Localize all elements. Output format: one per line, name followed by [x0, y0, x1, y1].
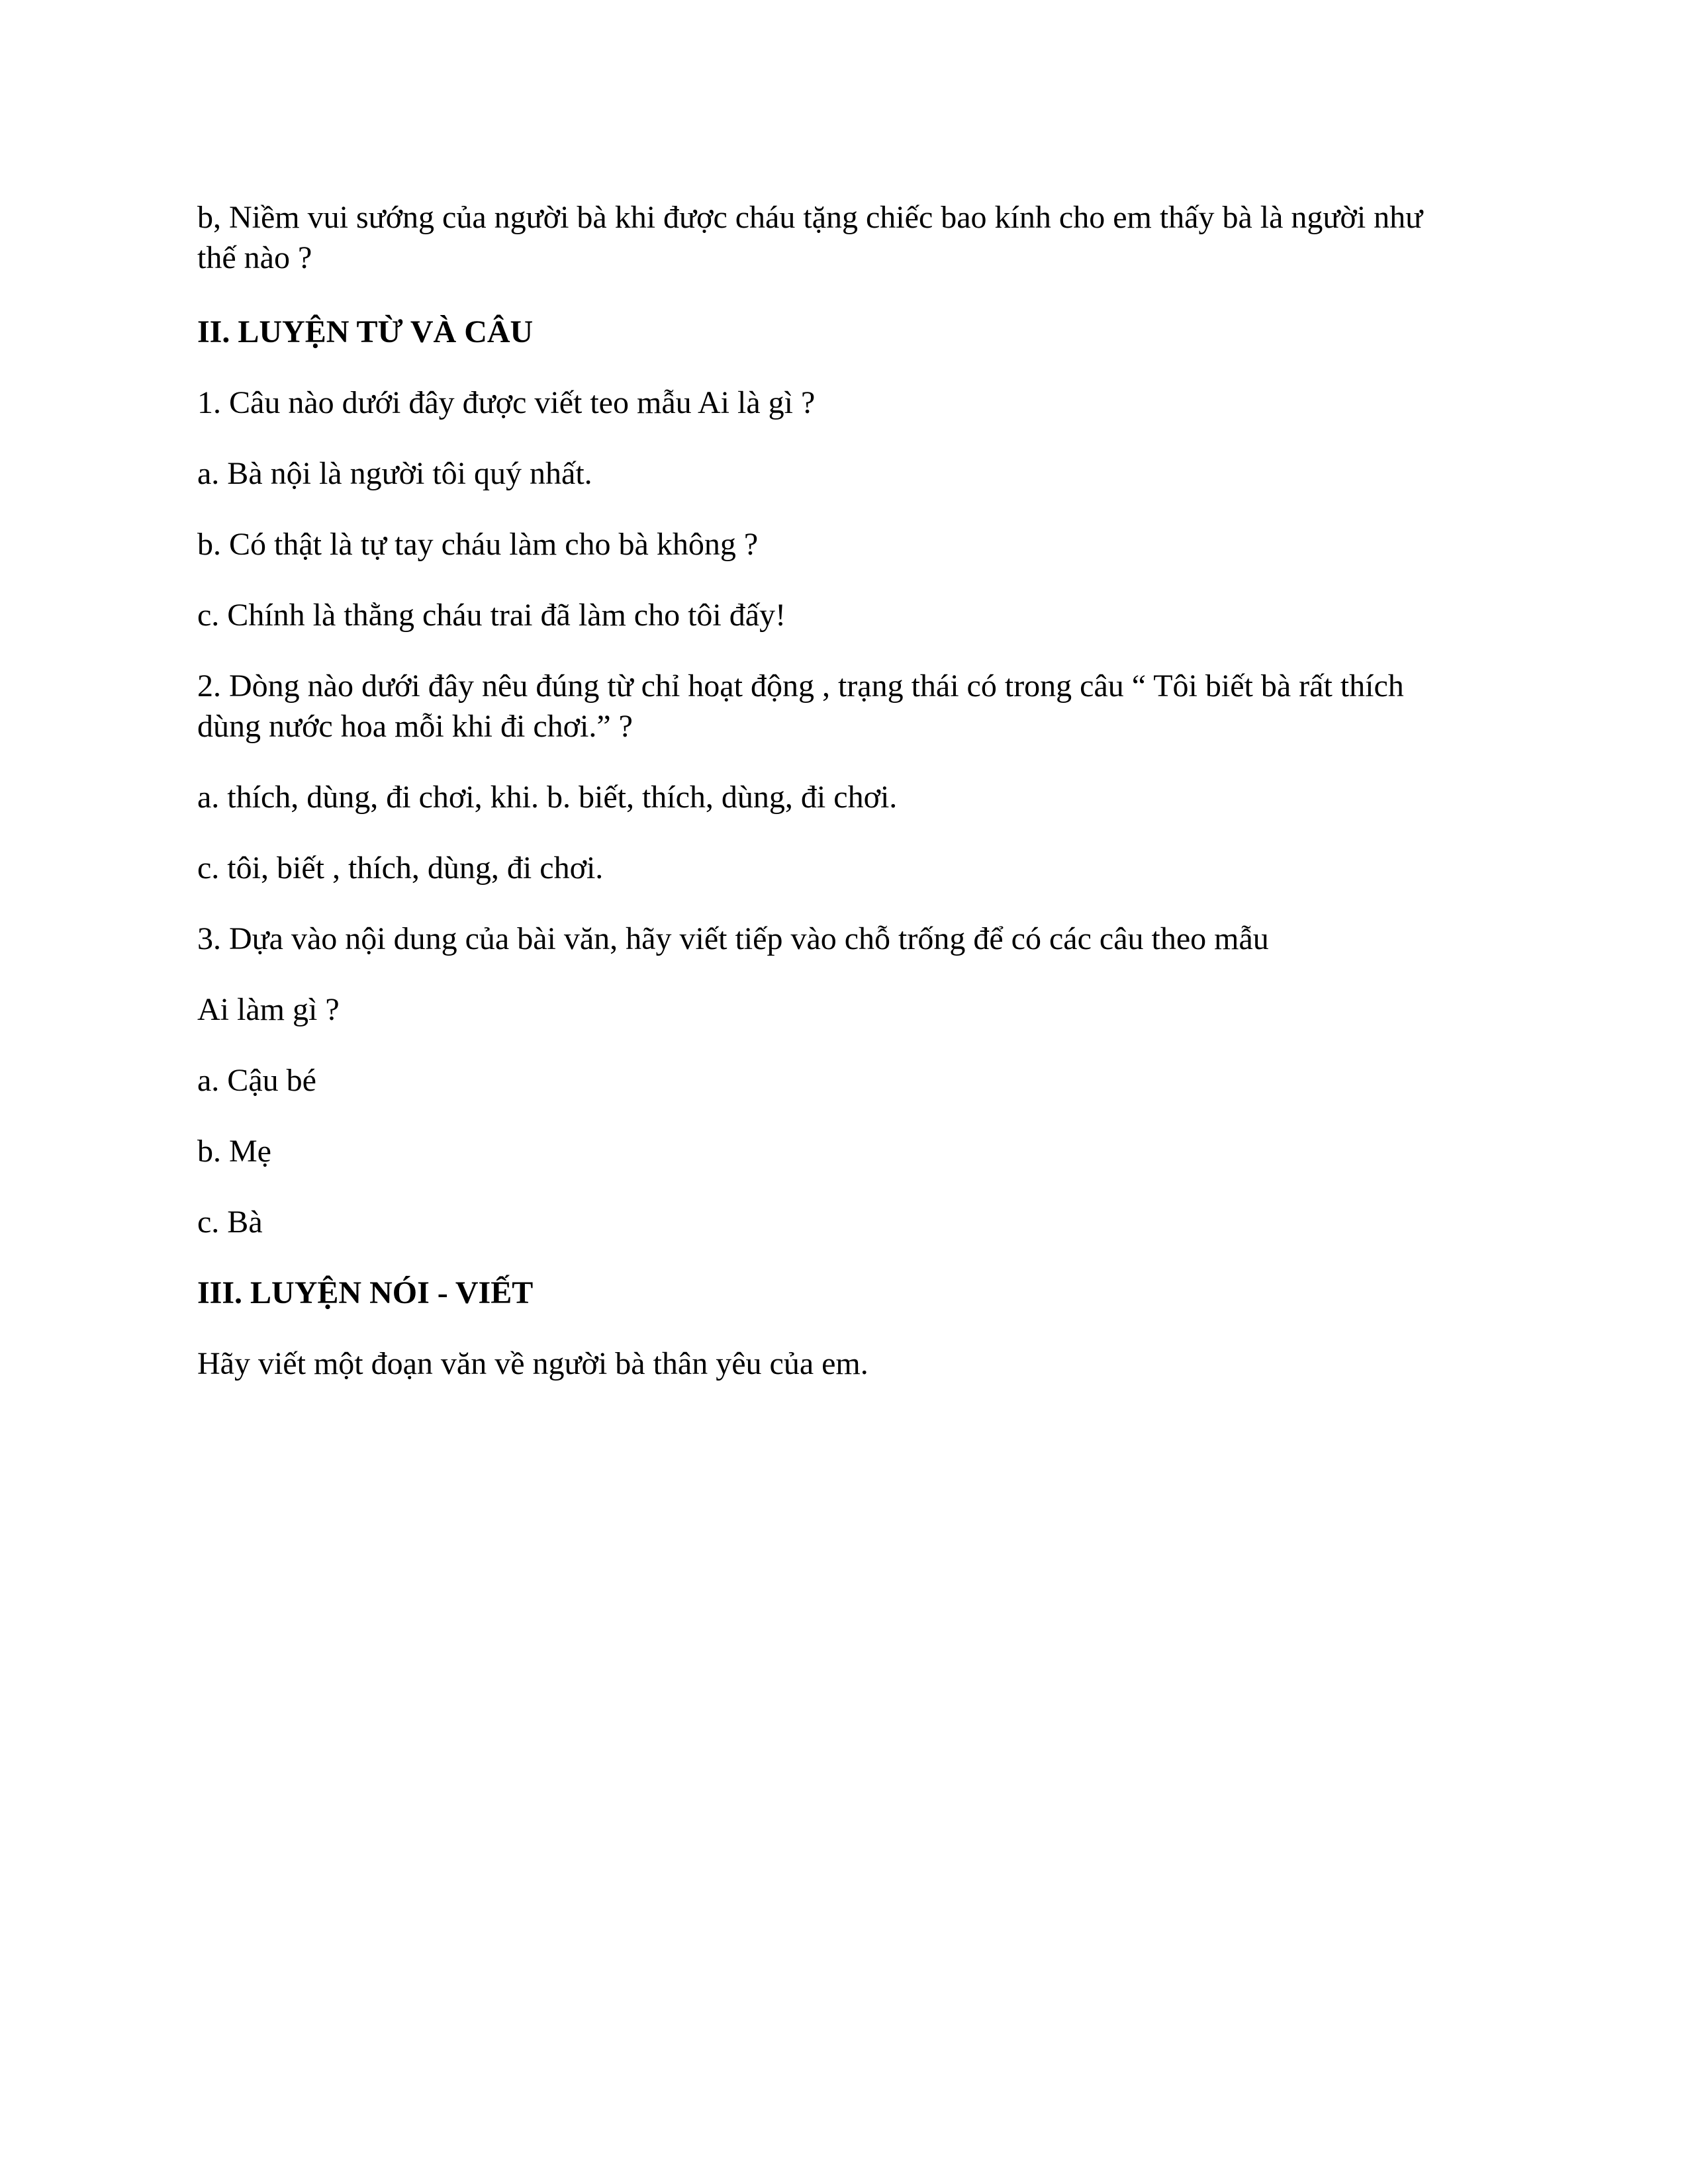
question-b-line-1: b, Niềm vui sướng của người bà khi được cháu tặng chiếc bao kính cho em thấy bà là người như	[197, 200, 1423, 235]
question-2-option-c: c. tôi, biết , thích, dùng, đi chơi.	[197, 850, 604, 886]
question-2-line-2: dùng nước hoa mỗi khi đi chơi.” ?	[197, 709, 633, 744]
question-b-line-2: thế nào ?	[197, 240, 312, 275]
question-3-item-c: c. Bà	[197, 1205, 263, 1240]
question-1-option-b: b. Có thật là tự tay cháu làm cho bà không ?	[197, 527, 759, 562]
section-heading-luyen-noi-viet: III. LUYỆN NÓI - VIẾT	[197, 1275, 534, 1310]
question-3: 3. Dựa vào nội dung của bài văn, hãy viết tiếp vào chỗ trống để có các câu theo mẫu	[197, 921, 1269, 956]
question-3-pattern: Ai làm gì ?	[197, 992, 340, 1027]
question-3-item-b: b. Mẹ	[197, 1134, 271, 1169]
section-heading-luyen-tu-va-cau: II. LUYỆN TỪ VÀ CÂU	[197, 314, 534, 349]
question-3-item-a: a. Cậu bé	[197, 1063, 316, 1098]
writing-task: Hãy viết một đoạn văn về người bà thân yêu của em.	[197, 1346, 868, 1381]
question-1: 1. Câu nào dưới đây được viết teo mẫu Ai là gì ?	[197, 385, 816, 420]
question-1-option-c: c. Chính là thằng cháu trai đã làm cho tôi đấy!	[197, 598, 786, 633]
question-1-option-a: a. Bà nội là người tôi quý nhất.	[197, 456, 592, 491]
question-2-line-1: 2. Dòng nào dưới đây nêu đúng từ chỉ hoạt động , trạng thái có trong câu “ Tôi biết bà rất thích	[197, 668, 1404, 704]
question-2-options-a-b: a. thích, dùng, đi chơi, khi. b. biết, thích, dùng, đi chơi.	[197, 780, 898, 815]
